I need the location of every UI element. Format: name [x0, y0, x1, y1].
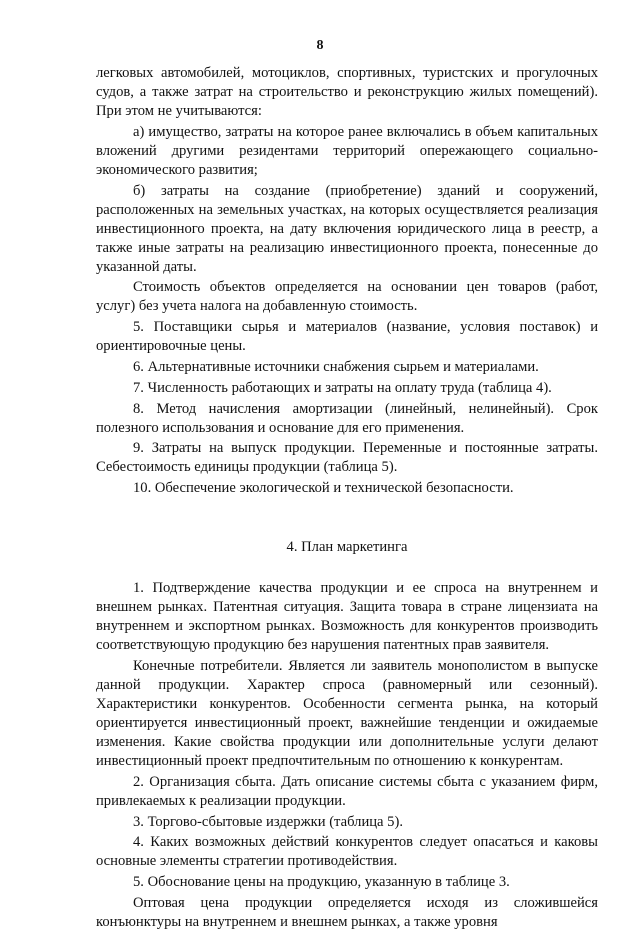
paragraph: 7. Численность работающих и затраты на оплату труда (таблица 4).	[133, 379, 552, 396]
paragraph: б) затраты на создание (приобретение) зданий и сооружений, расположенных на земельных участках, на которых осуществляется реализация инвестиционного проекта, на дату включения юридического лица в реестр, а также иные затраты на реализацию инвестиционного проекта, понесенные до указанной даты.	[96, 182, 598, 275]
section-heading: 4. План маркетинга	[286, 539, 408, 556]
paragraph: 8. Метод начисления амортизации (линейный, нелинейный). Срок полезного использования и основание для его применения.	[96, 400, 598, 436]
paragraph: 1. Подтверждение качества продукции и ее спроса на внутреннем и внешнем рынках. Патентная ситуация. Защита товара в стране лицензиата на внутреннем и экспортном рынках. Возможность для конкурентов производить соответствующую продукцию без нарушения патентных прав заявителя.	[96, 580, 598, 654]
paragraph: 5. Обоснование цены на продукцию, указанную в таблице 3.	[133, 874, 510, 891]
paragraph: 3. Торгово-сбытовые издержки (таблица 5).	[133, 813, 403, 830]
paragraph: Оптовая цена продукции определяется исходя из сложившейся конъюнктуры на внутреннем и внешнем рынках, а также уровня	[96, 894, 598, 930]
paragraph: Конечные потребители. Является ли заявитель монополистом в выпуске данной продукции. Характер спроса (равномерный или сезонный). Характеристики конкурентов. Особенности сегмента рынка, на который ориентируется инвестиционный проект, важнейшие тенденции и ожидаемые изменения. Какие свойства продукции или дополнительные услуги делают инвестиционный проект предпочтительным по отношению к конкурентам.	[96, 657, 598, 769]
paragraph: 10. Обеспечение экологической и технической безопасности.	[133, 480, 514, 497]
paragraph: 2. Организация сбыта. Дать описание системы сбыта с указанием фирм, привлекаемых к реализации продукции.	[96, 773, 598, 809]
paragraph: 9. Затраты на выпуск продукции. Переменные и постоянные затраты. Себестоимость единицы продукции (таблица 5).	[96, 440, 598, 476]
document-body	[96, 64, 598, 934]
paragraph: Стоимость объектов определяется на основании цен товаров (работ, услуг) без учета налога на добавленную стоимость.	[96, 279, 598, 315]
paragraph: 6. Альтернативные источники снабжения сырьем и материалами.	[133, 358, 539, 375]
paragraph: 5. Поставщики сырья и материалов (название, условия поставок) и ориентировочные цены.	[96, 319, 598, 355]
page-number: 8	[316, 38, 324, 53]
paragraph: легковых автомобилей, мотоциклов, спортивных, туристских и прогулочных судов, а также затрат на строительство и реконструкцию жилых помещений). При этом не учитываются:	[96, 65, 598, 119]
paragraph: 4. Каких возможных действий конкурентов следует опасаться и каковы основные элементы стратегии противодействия.	[96, 834, 598, 870]
paragraph: а) имущество, затраты на которое ранее включались в объем капитальных вложений другими резидентами территорий опережающего социально-экономического развития;	[96, 123, 598, 178]
